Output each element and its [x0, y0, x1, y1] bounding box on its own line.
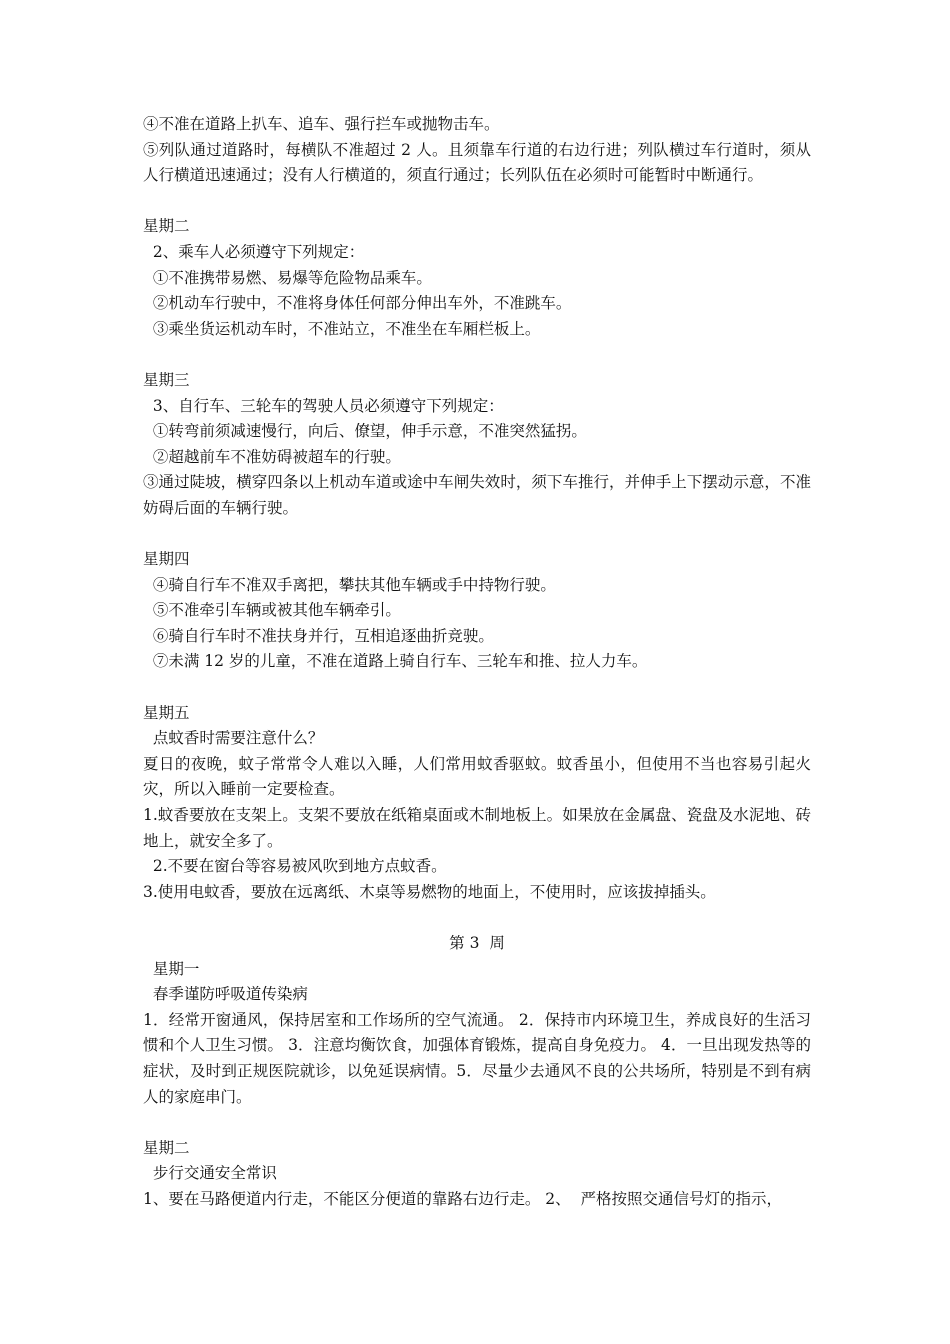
heading-week-3: 第 3 周 — [449, 934, 505, 952]
text-line-bicycle-rule-7: ⑦未满 12 岁的儿童，不准在道路上骑自行车、三轮车和推、拉人力车。 — [143, 652, 648, 671]
text-line-passenger-rule-1: ①不准携带易燃、易爆等危险物品乘车。 — [143, 268, 432, 287]
heading-wednesday: 星期三 — [143, 370, 190, 389]
text-line-pedestrian-tips: 1、要在马路便道内行走，不能区分便道的靠路右边行走。 2、 严格按照交通信号灯的指示， — [143, 1189, 783, 1208]
heading-thursday: 星期四 — [143, 550, 190, 569]
subheading-mosquito-coil: 点蚊香时需要注意什么？ — [143, 729, 324, 748]
text-line-passenger-rule-2: ②机动车行驶中，不准将身体任何部分伸出车外，不准跳车。 — [143, 294, 572, 313]
heading-tuesday-week-3: 星期二 — [143, 1138, 190, 1157]
text-line-passenger-rules: 2、乘车人必须遵守下列规定： — [143, 242, 365, 261]
text-line-passenger-rule-3: ③乘坐货运机动车时，不准站立，不准坐在车厢栏板上。 — [143, 319, 541, 338]
text-line-bicycle-rule-5: ⑤不准牵引车辆或被其他车辆牵引。 — [143, 601, 401, 620]
text-paragraph-bicycle-rule-3: ③通过陡坡，横穿四条以上机动车道或途中车闸失效时，须下车推行，并伸手上下摆动示意，不准妨碍后面的车辆行驶。 — [143, 473, 811, 517]
blank-line — [143, 342, 811, 368]
text-line-bicycle-rule-2: ②超越前车不准妨碍被超车的行驶。 — [143, 447, 401, 466]
text-line-rule-4: ④不准在道路上扒车、追车、强行拦车或抛物击车。 — [143, 115, 500, 133]
text-line-bicycle-rule-4: ④骑自行车不准双手离把，攀扶其他车辆或手中持物行驶。 — [143, 575, 556, 594]
heading-monday: 星期一 — [143, 959, 200, 978]
blank-line — [143, 1110, 811, 1136]
subheading-respiratory-disease: 春季谨防呼吸道传染病 — [143, 985, 308, 1004]
document-page — [143, 112, 811, 1213]
subheading-pedestrian-safety: 步行交通安全常识 — [143, 1164, 277, 1183]
blank-line — [143, 675, 811, 701]
text-line-mosquito-tip-2: 2.不要在窗台等容易被风吹到地方点蚊香。 — [143, 857, 447, 876]
text-paragraph-respiratory-tips: 1．经常开窗通风，保持居室和工作场所的空气流通。 2．保持市内环境卫生，养成良好的生活习惯和个人卫生习惯。 3．注意均衡饮食，加强体育锻炼，提高自身免疫力。 4．一旦出现发热等的症状，及时到正规医院就诊，以免延误病情。5．尽量少去通风不良的公共场所，特别是不到有病人的家庭串门。 — [143, 1010, 811, 1106]
text-paragraph-mosquito-tip-1: 1.蚊香要放在支架上。支架不要放在纸箱桌面或木制地板上。如果放在金属盘、瓷盘及水泥地、砖地上，就安全多了。 — [143, 806, 811, 850]
heading-friday: 星期五 — [143, 703, 190, 722]
text-line-bicycle-rule-6: ⑥骑自行车时不准扶身并行，互相追逐曲折竞驶。 — [143, 626, 494, 645]
text-paragraph-mosquito-intro: 夏日的夜晚，蚊子常常令人难以入睡，人们常用蚊香驱蚊。蚊香虽小，但使用不当也容易引起火灾，所以入睡前一定要检查。 — [143, 754, 811, 799]
text-line-bicycle-rule-1: ①转弯前须减速慢行，向后、僚望，伸手示意，不准突然猛拐。 — [143, 422, 587, 441]
blank-line — [143, 522, 811, 548]
blank-line — [143, 189, 811, 215]
text-line-bicycle-rules: 3、自行车、三轮车的驾驶人员必须遵守下列规定： — [143, 396, 504, 415]
text-paragraph-rule-5: ⑤列队通过道路时，每横队不准超过 2 人。且须靠车行道的右边行进；列队横过车行道时，须从人行横道迅速通过；没有人行横道的，须直行通过；长列队伍在必须时可能暂时中断通行。 — [143, 140, 811, 185]
heading-tuesday: 星期二 — [143, 217, 190, 236]
blank-line — [143, 905, 811, 931]
text-line-mosquito-tip-3: 3.使用电蚊香，要放在远离纸、木桌等易燃物的地面上，不使用时，应该拔掉插头。 — [143, 882, 716, 901]
